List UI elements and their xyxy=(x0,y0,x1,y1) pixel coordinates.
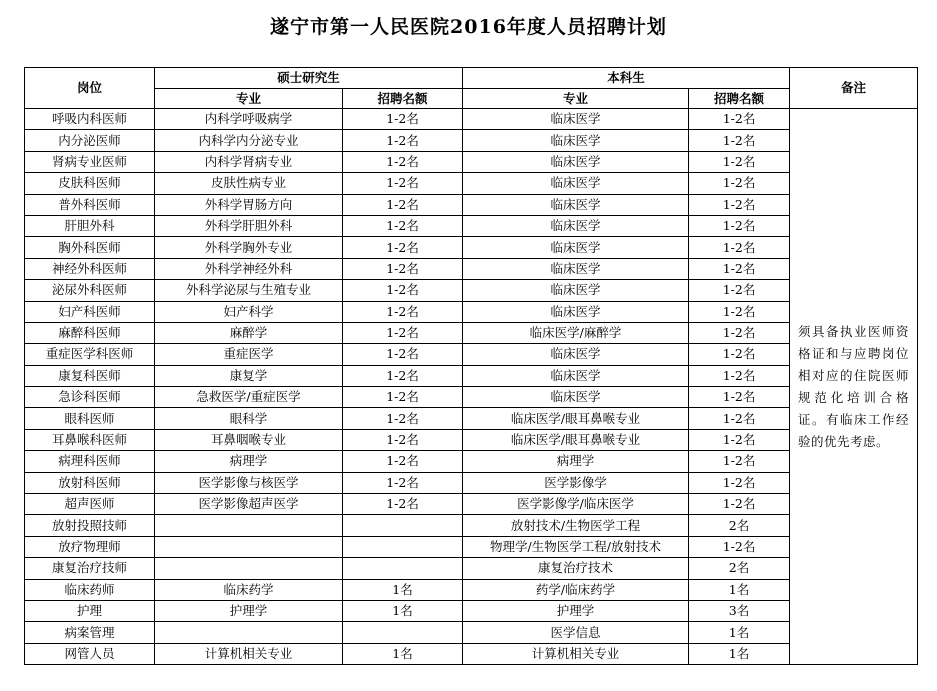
cell-master-quota: 1-2名 xyxy=(343,258,463,279)
subheader-row xyxy=(25,89,918,109)
cell-bachelor-quota: 1-2名 xyxy=(689,408,790,429)
cell-position: 耳鼻喉科医师 xyxy=(25,429,155,450)
cell-bachelor-quota: 1-2名 xyxy=(689,451,790,472)
cell-position: 康复科医师 xyxy=(25,365,155,386)
cell-master-quota: 1名 xyxy=(343,643,463,664)
cell-master-major: 妇产科学 xyxy=(155,301,343,322)
cell-position: 泌尿外科医师 xyxy=(25,280,155,301)
cell-master-major: 临床药学 xyxy=(155,579,343,600)
cell-bachelor-quota: 1-2名 xyxy=(689,429,790,450)
table-row xyxy=(25,515,918,536)
cell-master-major: 外科学胃肠方向 xyxy=(155,194,343,215)
table-row xyxy=(25,429,918,450)
cell-master-quota: 1-2名 xyxy=(343,472,463,493)
cell-bachelor-major: 临床医学 xyxy=(463,344,689,365)
cell-bachelor-major: 临床医学 xyxy=(463,151,689,172)
cell-master-quota: 1-2名 xyxy=(343,494,463,515)
cell-master-major: 内科学呼吸病学 xyxy=(155,109,343,130)
cell-bachelor-quota: 2名 xyxy=(689,558,790,579)
cell-bachelor-quota: 1-2名 xyxy=(689,494,790,515)
table-row xyxy=(25,387,918,408)
cell-master-major xyxy=(155,622,343,643)
cell-bachelor-quota: 1-2名 xyxy=(689,237,790,258)
table-row xyxy=(25,344,918,365)
cell-master-major xyxy=(155,536,343,557)
cell-bachelor-quota: 1-2名 xyxy=(689,472,790,493)
cell-position: 肾病专业医师 xyxy=(25,151,155,172)
cell-bachelor-major: 康复治疗技术 xyxy=(463,558,689,579)
cell-bachelor-major: 临床医学 xyxy=(463,387,689,408)
cell-master-quota: 1-2名 xyxy=(343,173,463,194)
cell-bachelor-major: 临床医学 xyxy=(463,258,689,279)
header-bachelor-quota: 招聘名额 xyxy=(689,89,790,109)
cell-bachelor-major: 临床医学 xyxy=(463,173,689,194)
cell-position: 重症医学科医师 xyxy=(25,344,155,365)
cell-master-quota: 1-2名 xyxy=(343,280,463,301)
cell-master-major: 护理学 xyxy=(155,600,343,621)
cell-bachelor-quota: 1名 xyxy=(689,622,790,643)
cell-master-quota: 1-2名 xyxy=(343,344,463,365)
page-title: 遂宁市第一人民医院2016年度人员招聘计划 xyxy=(270,16,667,38)
cell-bachelor-major: 物理学/生物医学工程/放射技术 xyxy=(463,536,689,557)
cell-master-quota: 1-2名 xyxy=(343,365,463,386)
cell-position: 病案管理 xyxy=(25,622,155,643)
header-master-major: 专业 xyxy=(155,89,343,109)
table-row xyxy=(25,622,918,643)
table-row xyxy=(25,558,918,579)
cell-master-major: 麻醉学 xyxy=(155,322,343,343)
table-row xyxy=(25,237,918,258)
cell-position: 康复治疗技师 xyxy=(25,558,155,579)
cell-position: 护理 xyxy=(25,600,155,621)
cell-bachelor-major: 临床医学 xyxy=(463,365,689,386)
cell-position: 妇产科医师 xyxy=(25,301,155,322)
cell-bachelor-quota: 3名 xyxy=(689,600,790,621)
cell-bachelor-quota: 1-2名 xyxy=(689,301,790,322)
cell-bachelor-major: 临床医学 xyxy=(463,280,689,301)
cell-bachelor-major: 临床医学/眼耳鼻喉专业 xyxy=(463,429,689,450)
table-row xyxy=(25,579,918,600)
cell-master-major: 计算机相关专业 xyxy=(155,643,343,664)
cell-bachelor-quota: 1-2名 xyxy=(689,109,790,130)
cell-master-quota: 1-2名 xyxy=(343,151,463,172)
table-row xyxy=(25,643,918,664)
cell-master-quota: 1-2名 xyxy=(343,194,463,215)
cell-position: 神经外科医师 xyxy=(25,258,155,279)
cell-bachelor-quota: 1-2名 xyxy=(689,280,790,301)
cell-master-quota: 1-2名 xyxy=(343,451,463,472)
table-row xyxy=(25,472,918,493)
remark-cell: 须具备执业医师资格证和与应聘岗位相对应的住院医师规范化培训合格证。有临床工作经验的优先考虑。 xyxy=(790,109,918,665)
cell-bachelor-quota: 2名 xyxy=(689,515,790,536)
header-position: 岗位 xyxy=(25,68,155,109)
cell-master-quota xyxy=(343,515,463,536)
cell-master-major: 眼科学 xyxy=(155,408,343,429)
cell-master-major xyxy=(155,515,343,536)
table-row xyxy=(25,258,918,279)
cell-position: 放射投照技师 xyxy=(25,515,155,536)
cell-bachelor-quota: 1-2名 xyxy=(689,194,790,215)
cell-position: 病理科医师 xyxy=(25,451,155,472)
cell-bachelor-quota: 1-2名 xyxy=(689,215,790,236)
cell-master-quota xyxy=(343,558,463,579)
cell-position: 网管人员 xyxy=(25,643,155,664)
cell-bachelor-quota: 1-2名 xyxy=(689,258,790,279)
cell-bachelor-major: 病理学 xyxy=(463,451,689,472)
cell-position: 胸外科医师 xyxy=(25,237,155,258)
cell-bachelor-quota: 1名 xyxy=(689,643,790,664)
cell-master-quota: 1-2名 xyxy=(343,109,463,130)
cell-bachelor-major: 计算机相关专业 xyxy=(463,643,689,664)
cell-position: 呼吸内科医师 xyxy=(25,109,155,130)
cell-master-quota: 1-2名 xyxy=(343,322,463,343)
header-master-quota: 招聘名额 xyxy=(343,89,463,109)
table-row xyxy=(25,194,918,215)
cell-position: 肝胆外科 xyxy=(25,215,155,236)
cell-master-quota: 1-2名 xyxy=(343,215,463,236)
table-row xyxy=(25,301,918,322)
cell-bachelor-quota: 1-2名 xyxy=(689,344,790,365)
cell-master-major: 病理学 xyxy=(155,451,343,472)
header-bachelor: 本科生 xyxy=(463,68,790,89)
cell-master-major: 耳鼻咽喉专业 xyxy=(155,429,343,450)
cell-position: 放疗物理师 xyxy=(25,536,155,557)
cell-master-quota: 1名 xyxy=(343,600,463,621)
cell-master-major: 急救医学/重症医学 xyxy=(155,387,343,408)
table-row xyxy=(25,494,918,515)
table-row xyxy=(25,173,918,194)
cell-bachelor-quota: 1-2名 xyxy=(689,365,790,386)
cell-bachelor-major: 临床医学/眼耳鼻喉专业 xyxy=(463,408,689,429)
cell-position: 内分泌医师 xyxy=(25,130,155,151)
cell-position: 临床药师 xyxy=(25,579,155,600)
cell-master-major: 医学影像与核医学 xyxy=(155,472,343,493)
cell-master-quota xyxy=(343,622,463,643)
cell-bachelor-major: 医学信息 xyxy=(463,622,689,643)
cell-bachelor-quota: 1-2名 xyxy=(689,322,790,343)
cell-bachelor-quota: 1-2名 xyxy=(689,173,790,194)
cell-bachelor-major: 医学影像学 xyxy=(463,472,689,493)
header-master: 硕士研究生 xyxy=(155,68,463,89)
cell-master-major xyxy=(155,558,343,579)
cell-bachelor-major: 护理学 xyxy=(463,600,689,621)
table-row xyxy=(25,151,918,172)
cell-bachelor-major: 临床医学 xyxy=(463,109,689,130)
cell-master-quota: 1-2名 xyxy=(343,237,463,258)
cell-master-quota: 1-2名 xyxy=(343,408,463,429)
cell-bachelor-quota: 1-2名 xyxy=(689,387,790,408)
cell-bachelor-major: 药学/临床药学 xyxy=(463,579,689,600)
cell-bachelor-quota: 1-2名 xyxy=(689,130,790,151)
table-row xyxy=(25,365,918,386)
cell-master-quota: 1-2名 xyxy=(343,301,463,322)
cell-master-major: 康复学 xyxy=(155,365,343,386)
cell-bachelor-major: 放射技术/生物医学工程 xyxy=(463,515,689,536)
cell-master-quota: 1名 xyxy=(343,579,463,600)
cell-bachelor-major: 临床医学 xyxy=(463,301,689,322)
cell-master-major: 外科学神经外科 xyxy=(155,258,343,279)
cell-bachelor-quota: 1-2名 xyxy=(689,151,790,172)
table-row xyxy=(25,280,918,301)
cell-position: 普外科医师 xyxy=(25,194,155,215)
header-remark: 备注 xyxy=(790,68,918,109)
cell-master-quota xyxy=(343,536,463,557)
recruitment-table xyxy=(24,67,918,665)
cell-master-major: 医学影像超声医学 xyxy=(155,494,343,515)
table-body xyxy=(25,68,918,665)
cell-master-quota: 1-2名 xyxy=(343,387,463,408)
cell-position: 急诊科医师 xyxy=(25,387,155,408)
cell-master-major: 内科学内分泌专业 xyxy=(155,130,343,151)
cell-master-major: 内科学肾病专业 xyxy=(155,151,343,172)
cell-position: 眼科医师 xyxy=(25,408,155,429)
table-row xyxy=(25,130,918,151)
cell-bachelor-major: 临床医学/麻醉学 xyxy=(463,322,689,343)
cell-position: 皮肤科医师 xyxy=(25,173,155,194)
cell-master-major: 外科学胸外专业 xyxy=(155,237,343,258)
header-row xyxy=(25,68,918,89)
cell-position: 麻醉科医师 xyxy=(25,322,155,343)
cell-bachelor-major: 临床医学 xyxy=(463,215,689,236)
cell-bachelor-quota: 1-2名 xyxy=(689,536,790,557)
cell-bachelor-major: 临床医学 xyxy=(463,130,689,151)
cell-master-major: 皮肤性病专业 xyxy=(155,173,343,194)
table-row xyxy=(25,600,918,621)
cell-bachelor-major: 临床医学 xyxy=(463,237,689,258)
cell-bachelor-quota: 1名 xyxy=(689,579,790,600)
table-row xyxy=(25,322,918,343)
table-row xyxy=(25,451,918,472)
cell-bachelor-major: 医学影像学/临床医学 xyxy=(463,494,689,515)
cell-master-major: 外科学泌尿与生殖专业 xyxy=(155,280,343,301)
cell-master-quota: 1-2名 xyxy=(343,429,463,450)
cell-master-quota: 1-2名 xyxy=(343,130,463,151)
cell-position: 放射科医师 xyxy=(25,472,155,493)
cell-master-major: 外科学肝胆外科 xyxy=(155,215,343,236)
table-row xyxy=(25,109,918,130)
header-bachelor-major: 专业 xyxy=(463,89,689,109)
table-row xyxy=(25,215,918,236)
cell-position: 超声医师 xyxy=(25,494,155,515)
cell-bachelor-major: 临床医学 xyxy=(463,194,689,215)
table-row xyxy=(25,536,918,557)
table-row xyxy=(25,408,918,429)
cell-master-major: 重症医学 xyxy=(155,344,343,365)
